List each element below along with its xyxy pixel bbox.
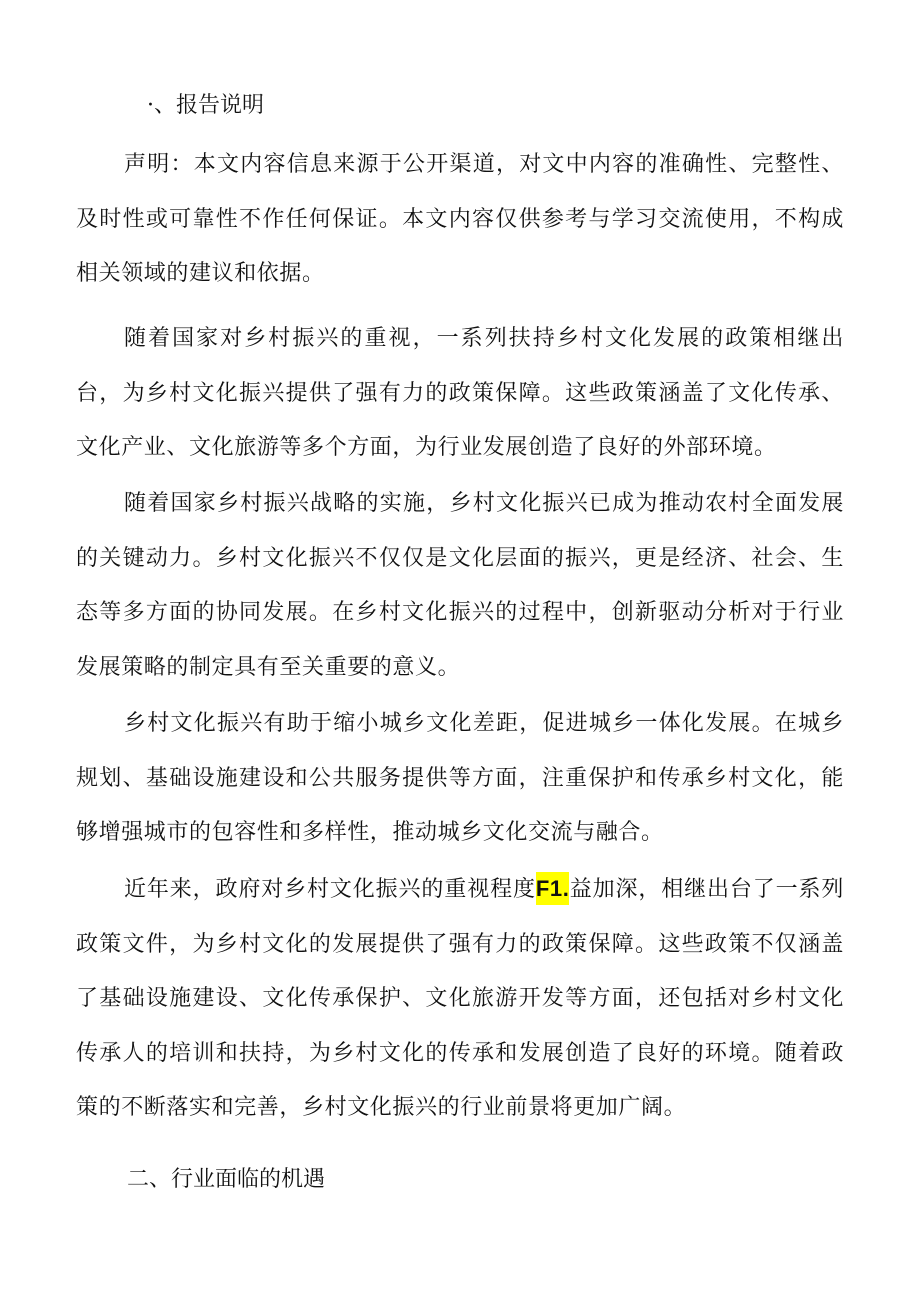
body-paragraph-government-policy [76, 862, 844, 1136]
body-paragraph-strategy: 随着国家乡村振兴战略的实施，乡村文化振兴已成为推动农村全面发展的关键动力。乡村文化振兴不仅仅是文化层面的振兴，更是经济、社会、生态等多方面的协同发展。在乡村文化振兴的过程中，创新驱动分析对于行业发展策略的制定具有至关重要的意义。 [76, 491, 844, 680]
paragraph-text-end: 益加深，相继出台了一系列政策文件，为乡村文化的发展提供了强有力的政策保障。这些政策不仅涵盖了基础设施建设、文化传承保护、文化旅游开发等方面，还包括对乡村文化传承人的培训和扶持，为乡村文化的传承和发展创造了良好的环境。随着政策的不断落实和完善，乡村文化振兴的行业前景将更加广阔。 [76, 877, 844, 1120]
paragraph-text-start: 近年来，政府对乡村文化振兴的重视程度 [124, 877, 536, 902]
highlighted-text: F1. [536, 872, 570, 905]
body-paragraph-urban-rural: 乡村文化振兴有助于缩小城乡文化差距，促进城乡一体化发展。在城乡规划、基础设施建设和公共服务提供等方面，注重保护和传承乡村文化，能够增强城市的包容性和多样性，推动城乡文化交流与融合。 [76, 711, 844, 845]
section-heading-report-description: ·、报告说明 [147, 93, 264, 118]
disclaimer-paragraph: 声明：本文内容信息来源于公开渠道，对文中内容的准确性、完整性、及时性或可靠性不作任何保证。本文内容仅供参考与学习交流使用，不构成相关领域的建议和依据。 [76, 152, 844, 286]
body-paragraph-policy-support: 随着国家对乡村振兴的重视，一系列扶持乡村文化发展的政策相继出台，为乡村文化振兴提供了强有力的政策保障。这些政策涵盖了文化传承、文化产业、文化旅游等多个方面，为行业发展创造了良好的外部环境。 [76, 326, 844, 460]
section-heading-opportunities: 二、行业面临的机遇 [127, 1167, 326, 1192]
